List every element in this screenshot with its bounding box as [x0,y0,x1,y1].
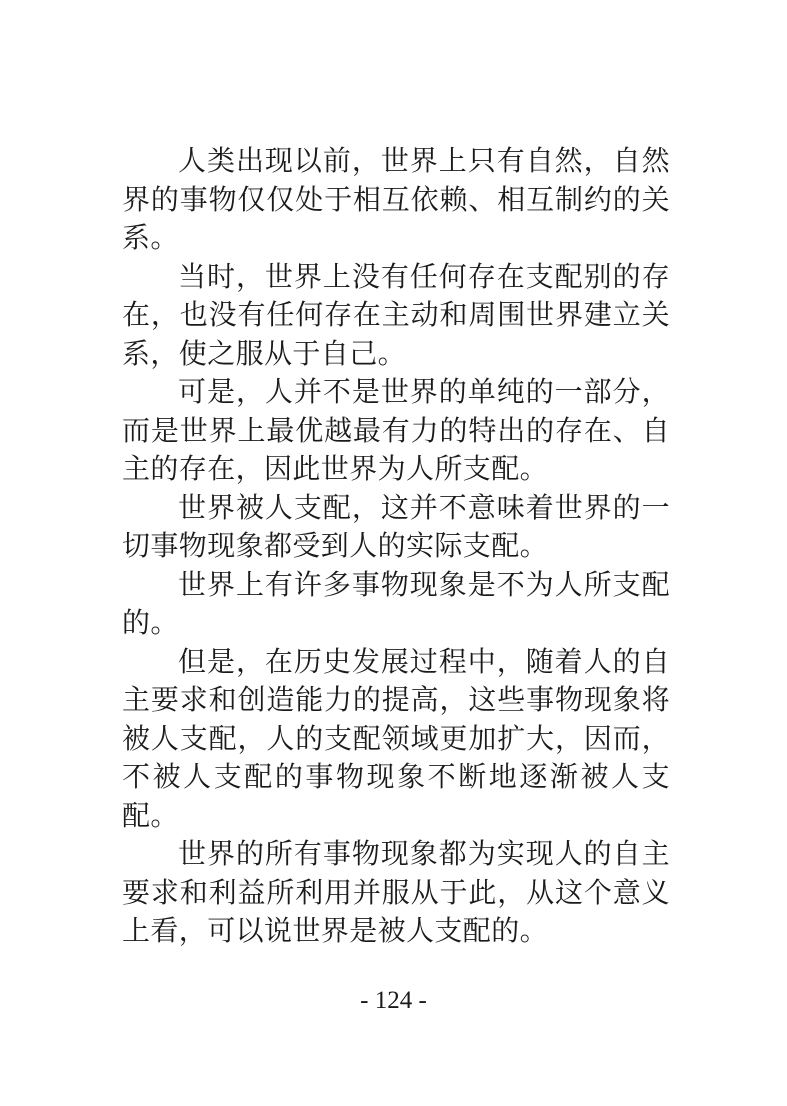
paragraph-3: 可是，人并不是世界的单纯的一部分，而是世界上最优越最有力的特出的存在、自主的存在，因此世界为人所支配。 [122,375,670,485]
paragraph-1: 人类出现以前，世界上只有自然，自然界的事物仅仅处于相互依赖、相互制约的关系。 [122,144,670,254]
paragraph-7: 世界的所有事物现象都为实现人的自主要求和利益所利用并服从于此，从这个意义上看，可以说世界是被人支配的。 [122,837,670,947]
body-text [122,142,670,951]
paragraph-4: 世界被人支配，这并不意味着世界的一切事物现象都受到人的实际支配。 [122,490,670,562]
paragraph-6: 但是，在历史发展过程中，随着人的自主要求和创造能力的提高，这些事物现象将被人支配，人的支配领域更加扩大，因而，不被人支配的事物现象不断地逐渐被人支配。 [122,644,670,832]
paragraph-5: 世界上有许多事物现象是不为人所支配的。 [122,567,670,639]
paragraph-2: 当时，世界上没有任何存在支配别的存在，也没有任何存在主动和周围世界建立关系，使之服从于自己。 [122,259,670,370]
page-number: - 124 - [360,987,427,1014]
